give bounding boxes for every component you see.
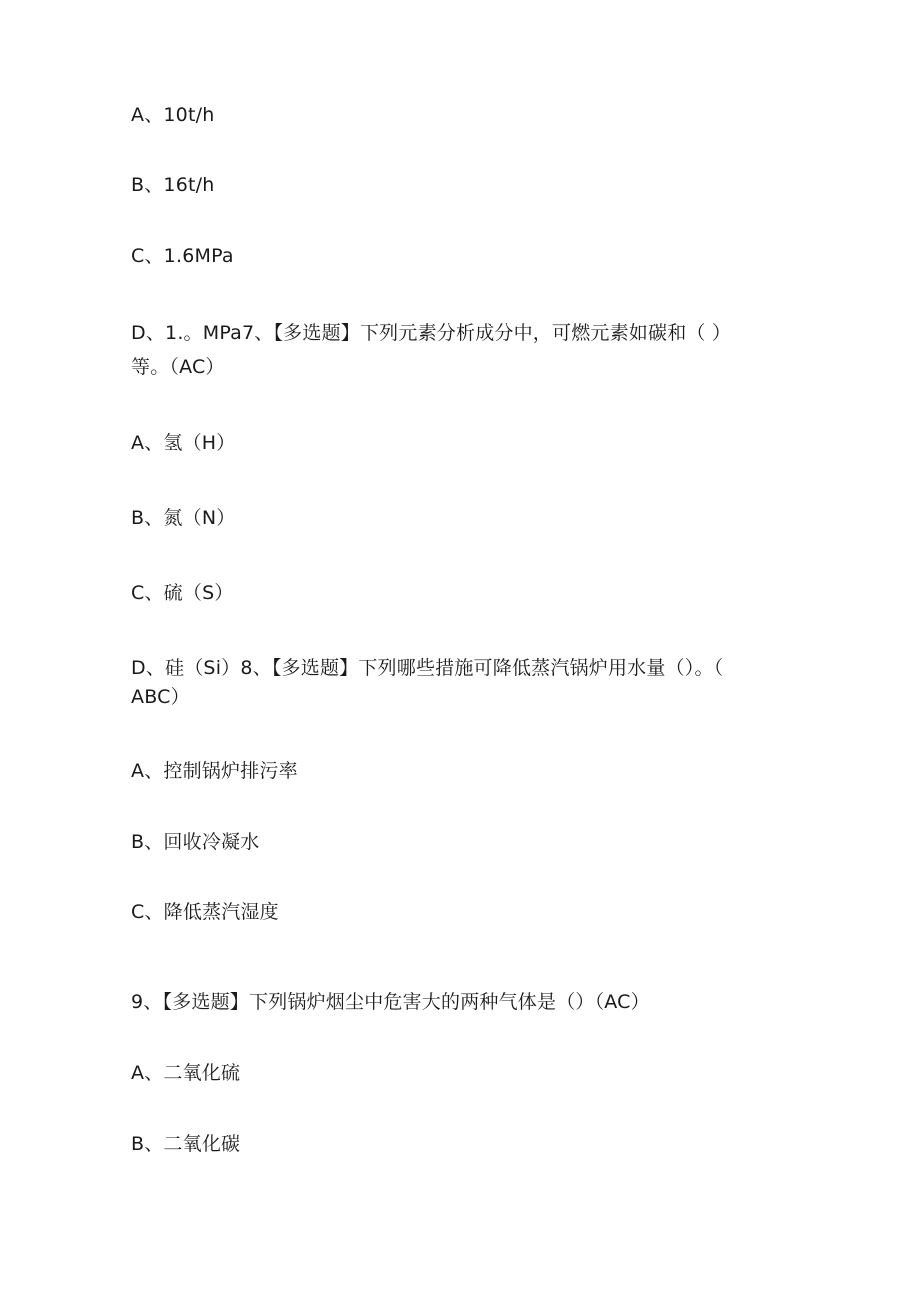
question-8-line-2: ABC） [131, 686, 190, 708]
question-8-line-1: D、硅（Si）8、【多选题】下列哪些措施可降低蒸汽锅炉用水量（）。（ [131, 657, 724, 679]
option-b-16th: B、16t/h [131, 174, 215, 196]
option-a-blowdown: A、控制锅炉排污率 [131, 760, 298, 782]
question-9: 9、【多选题】下列锅炉烟尘中危害大的两种气体是（）（AC） [131, 991, 650, 1013]
question-7-line-1: D、1.。MPa7、【多选题】下列元素分析成分中，可燃元素如碳和（ ） [131, 322, 732, 344]
option-a-so2: A、二氧化硫 [131, 1062, 241, 1084]
option-b-nitrogen: B、氮（N） [131, 507, 236, 529]
option-c-1-6mpa: C、1.6MPa [131, 245, 234, 267]
option-b-condensate: B、回收冷凝水 [131, 831, 260, 853]
option-a-10th: A、10t/h [131, 104, 215, 126]
option-b-co2: B、二氧化碳 [131, 1133, 241, 1155]
option-a-hydrogen: A、氢（H） [131, 432, 236, 454]
option-c-sulfur: C、硫（S） [131, 582, 234, 604]
question-7-line-2: 等。（AC） [131, 356, 225, 378]
option-c-humidity: C、降低蒸汽湿度 [131, 901, 279, 923]
